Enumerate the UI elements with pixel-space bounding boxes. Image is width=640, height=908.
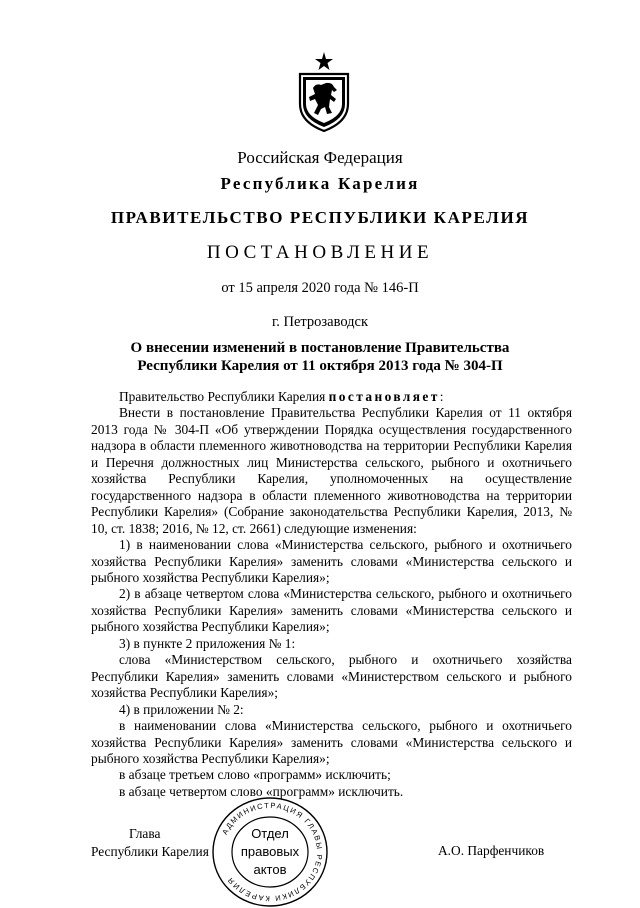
paragraph: в абзаце четвертом слово «программ» исключить. (119, 783, 404, 799)
title-line-2: Республики Карелия от 11 октября 2013 года № 304-П (137, 358, 503, 374)
signature-title (91, 825, 209, 861)
paragraph: 4) в приложении № 2: (119, 701, 244, 717)
document-title (0, 339, 640, 375)
country-name: Российская Федерация (237, 148, 403, 167)
document-date: от 15 апреля 2020 года № 146-П (221, 280, 419, 296)
government-name: ПРАВИТЕЛЬСТВО РЕСПУБЛИКИ КАРЕЛИЯ (110, 208, 530, 227)
karelia-coat-of-arms-icon (296, 52, 352, 132)
title-line-1: О внесении изменений в постановление Правительства (130, 340, 510, 356)
stamp-line-3: актов (253, 862, 287, 877)
stamp-line-2: правовых (240, 844, 300, 859)
signature-title-line-1: Глава (129, 826, 161, 841)
intro-suffix: : (439, 389, 444, 404)
paragraph: Внести в постановление Правительства Республики Карелия от 11 октября 2013 года № 304-П «Об утверждении Порядка осуществления государственного надзора в области племенного животноводства на территории Республики Карелия и Перечня должностных лиц Министерства сельского, рыбного и охотничьего хозяйства Республики Карелия, уполномоченных на осуществление государственного надзора в области племенного животноводства на территории Республики Карелия» (Собрание законодательства Республики Карелия, 2013, № 10, ст. 1838; 2016, № 12, ст. 2661) следующие изменения: (91, 405, 572, 536)
paragraph: в абзаце третьем слово «программ» исключить; (119, 767, 391, 783)
stamp-line-1: Отдел (251, 826, 289, 841)
paragraph: 3) в пункте 2 приложения № 1: (119, 635, 296, 651)
paragraph: 1) в наименовании слова «Министерства сельского, рыбного и охотничьего хозяйства Республики Карелия» заменить словами «Министерства сельского и рыбного хозяйства Республики Карелия»; (91, 537, 572, 585)
intro-prefix: Правительство Республики Карелия (119, 389, 329, 404)
paragraph: в наименовании слова «Министерства сельского, рыбного и охотничьего хозяйства Республики Карелия» заменить словами «Министерства сельского и рыбного хозяйства Республики Карелия»; (91, 718, 572, 766)
republic-name: Республика Карелия (220, 174, 420, 193)
paragraph: 2) в абзаце четвертом слова «Министерства сельского, рыбного и охотничьего хозяйства Республики Карелия» заменить словами «Министерства сельского и рыбного хозяйства Республики Карелия»; (91, 586, 572, 635)
intro-paragraph (91, 389, 572, 405)
signature-title-line-2: Республики Карелия (91, 844, 209, 859)
signature-name: А.О. Парфенчиков (438, 843, 545, 858)
document-type: ПОСТАНОВЛЕНИЕ (206, 242, 434, 263)
stamp-ring-text: АДМИНИСТРАЦИЯ ГЛАВЫ РЕСПУБЛИКИ КАРЕЛИЯ (220, 800, 325, 904)
paragraph: слова «Министерством сельского, рыбного и охотничьего хозяйства Республики Карелия» заменить словами «Министерством сельского и рыбного хозяйства Республики Карелия»; (91, 652, 572, 701)
document-body (91, 389, 572, 800)
official-stamp-icon (211, 796, 329, 908)
document-city: г. Петрозаводск (271, 314, 369, 330)
intro-decree-word: постановляет (328, 389, 440, 404)
